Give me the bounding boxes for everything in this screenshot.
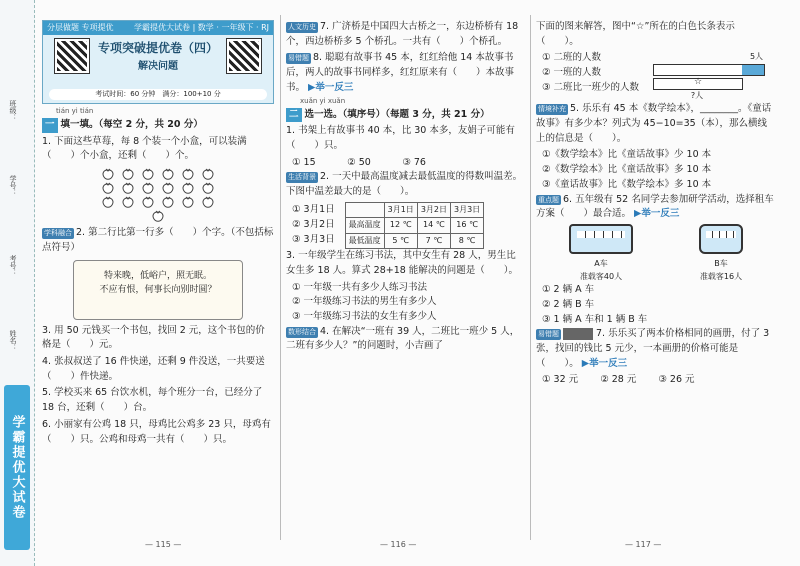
choice-5-options: [542, 148, 776, 192]
choice-3: 3. 一年级学生在练习书法，其中女生有 28 人，男生比女生多 18 人。算式 28+18 能解决的问题是（ ）。: [286, 250, 519, 276]
bus-b-capacity: 准载客16人: [699, 271, 743, 281]
question-3: 3. 用 50 元钱买一个书包，找回 2 元，这个书包的价格是（ ）元。: [42, 324, 265, 351]
strawberry-icon: [141, 168, 155, 180]
option: ①《数学绘本》比《童话故事》少 10 本: [542, 149, 712, 161]
question-2-text: 2. 第二行比第一行多（ ）个字。（不包括标点符号）: [42, 227, 274, 253]
option: ② 28 元: [600, 374, 637, 386]
choice-6-options: [542, 283, 776, 327]
table-header: 3月1日: [384, 202, 417, 217]
option: ③《童话故事》比《数学绘本》多 10 本: [542, 178, 712, 190]
choice-5: [536, 102, 776, 146]
page-number: — 115 —: [145, 540, 182, 549]
bus-a-capacity: 准载客40人: [579, 271, 623, 281]
choice-5-text: 5. 乐乐有 45 本《数学绘本》，________。《童话故事》有多少本？列式为 45−10=35（本），那么横线上的信息是（ ）。: [536, 103, 772, 144]
question-5: 5. 学校买来 65 台饮水机，每个班分一台，已经分了 18 台，还剩（ ）台。: [42, 387, 263, 414]
question-badge: 学科融合: [44, 229, 72, 238]
choice-3-options: [292, 281, 524, 325]
table-header: 3月2日: [417, 202, 450, 217]
strawberry-icon: [181, 196, 195, 208]
strawberry-icon: [101, 182, 115, 194]
choice-1-options: [292, 156, 524, 171]
name-label: 姓名：: [9, 330, 17, 351]
question-8: [286, 51, 524, 95]
choice-7: [536, 327, 776, 371]
option: ③ 二班比一班少的人数: [542, 81, 640, 93]
question-6: 6. 小丽家有公鸡 18 只，母鸡比公鸡多 23 只，母鸡有（ ）只。公鸡和母鸡一共有（ ）只。: [42, 418, 271, 445]
option: ① 15: [292, 156, 316, 168]
choice-4-options: [542, 51, 639, 95]
bar-row-1: [653, 64, 765, 76]
strawberry-icon: [141, 196, 155, 208]
bar-diagram: [653, 51, 765, 102]
strawberry-icon: [121, 182, 135, 194]
strawberry-icon: [161, 196, 175, 208]
table-cell: 16 ℃: [451, 218, 484, 233]
strawberry-icon: [141, 182, 155, 194]
strawberry-icon: [151, 210, 165, 222]
question-badge: 人文历史: [288, 23, 316, 31]
practice-link[interactable]: ▶举一反三: [634, 208, 680, 220]
bus-icon: [569, 224, 633, 254]
option: ② 3月2日: [292, 219, 335, 231]
strawberry-icon: [101, 168, 115, 180]
bus-b: [699, 224, 743, 283]
section-pinyin: xuǎn yi xuǎn: [300, 96, 346, 105]
section-title: [42, 118, 274, 133]
table-cell: 8 ℃: [451, 233, 484, 248]
table-cell: 14 ℃: [417, 218, 450, 233]
option: ③ 76: [402, 156, 426, 168]
table-header: 3月3日: [451, 202, 484, 217]
question-2: [42, 226, 274, 255]
row-label: 最高温度: [345, 218, 384, 233]
option: ① 二班的人数: [542, 52, 602, 64]
student-no-label: 学号：: [9, 175, 17, 196]
option: ③ 一年级练习书法的女生有多少人: [292, 310, 437, 322]
page-number: — 116 —: [380, 540, 417, 549]
temperature-table: [345, 202, 485, 249]
choice-7-text: 7. 乐乐买了两本价格相同的画册，付了 3 张，找回的钱比 5 元少，一本画册的价格可能是（ ）。: [536, 328, 770, 369]
option: ② 50: [347, 156, 371, 168]
practice-link[interactable]: ▶举一反三: [581, 357, 628, 369]
column-divider: [530, 15, 531, 540]
choice-2-options: [292, 203, 335, 247]
section-number: 二: [286, 108, 302, 123]
column-divider: [280, 15, 281, 540]
question-8-text: 8. 聪聪有故事书 45 本，红红给他 14 本故事书后，两人的故事书同样多，红红原来有（ ）本故事书。: [286, 52, 515, 93]
page-number: — 117 —: [625, 540, 662, 549]
choice-2-text: 2. 一天中最高温度减去最低温度的得数叫温差。下图中温差最大的是（ ）。: [286, 171, 523, 198]
strawberry-picture: [93, 167, 223, 223]
section-title-text: 填一填。（每空 2 分，共 20 分）: [60, 119, 203, 130]
paper-header: [42, 20, 274, 104]
bus-icon: [699, 224, 743, 254]
series-tag: 学霸提优大试卷: [4, 385, 30, 550]
class-label: 班级：: [9, 100, 17, 121]
poem-line-1: 特来晚，低峪户，照无眠。: [103, 270, 212, 281]
row-label: 最低温度: [345, 233, 384, 248]
poem-line-2: 不应有恨，何事长向别时圆？: [99, 284, 217, 295]
header-left: 分层做题 专项提优: [47, 23, 114, 32]
strawberry-icon: [201, 168, 215, 180]
strawberry-icon: [161, 168, 175, 180]
page-117: [536, 20, 776, 388]
header-band: [43, 21, 273, 35]
strawberry-icon: [201, 196, 215, 208]
option: ③ 26 元: [658, 374, 695, 386]
question-badge: 易错题: [288, 54, 309, 63]
binding-strip: [0, 0, 35, 566]
table-cell: 5 ℃: [384, 233, 417, 248]
paper-title: 专项突破提优卷（四）: [97, 41, 218, 55]
bus-pictures: [536, 224, 776, 283]
option: ② 一年级练习书法的男生有多少人: [292, 296, 437, 308]
question-badge: 数形结合: [288, 327, 316, 336]
strawberry-icon: [201, 182, 215, 194]
exam-info: 考试时间：60 分钟 满分：100+10 分: [49, 89, 267, 100]
choice-4-text: 4. 在解决“一班有 39 人，二班比一班少 5 人，二班有多少人？”的问题时，小吉画了: [286, 325, 520, 352]
qr-code-icon: [227, 39, 261, 73]
question-badge: 易错题: [538, 330, 559, 339]
header-right: 学霸提优大试卷 | 数学 · 一年级下 · RJ: [134, 23, 269, 32]
choice-2-body: [286, 202, 524, 249]
option: ③ 1 辆 A 车和 1 辆 B 车: [542, 313, 648, 325]
choice-4: [286, 325, 524, 354]
bar-row-2: [653, 78, 743, 90]
page-116: [286, 20, 524, 356]
bar-label-bottom: ?人: [690, 90, 704, 100]
poem-scroll: [73, 260, 243, 320]
banknote-icon: [563, 328, 593, 340]
choice-1: 1. 书架上有故事书 40 本，比 30 本多，友娟子可能有（ ）只。: [286, 125, 515, 152]
choice-6-text: 6. 五年级有 52 名同学去参加研学活动，选择租车方案（ ）最合适。: [536, 193, 774, 220]
question-7: [286, 20, 524, 49]
paper-subtitle: 解决问题: [138, 61, 178, 72]
option: ②《数学绘本》比《童话故事》多 10 本: [542, 164, 712, 176]
strawberry-icon: [101, 196, 115, 208]
section-number: 一: [42, 118, 58, 133]
option: ② 2 辆 B 车: [542, 298, 595, 310]
star-icon: ☆: [694, 76, 703, 87]
option: ① 3月1日: [292, 204, 335, 216]
choice-2: [286, 170, 524, 199]
practice-link[interactable]: ▶举一反三: [308, 81, 354, 93]
bus-a-label: A车: [594, 259, 608, 269]
choice-6: [536, 193, 776, 222]
strawberry-icon: [121, 196, 135, 208]
exam-no-label: 考号：: [9, 255, 17, 276]
question-1: 1. 下面这些草莓，每 8 个装一个小盒，可以装满（ ）个小盒，还剩（ ）个。: [42, 135, 247, 162]
section-title-text: 选一选。（填序号）（每题 3 分，共 21 分）: [304, 108, 490, 120]
question-7-text: 7. 广济桥是中国四大古桥之一，东边桥桥有 18 个，西边桥桥多 5 个桥孔。一共有（ ）个桥孔。: [286, 21, 519, 47]
section-pinyin: tián yi tián: [56, 107, 94, 115]
qr-code-icon: [55, 39, 89, 73]
option: ③ 3月3日: [292, 233, 335, 245]
section-title: [286, 108, 524, 123]
strawberry-icon: [181, 168, 195, 180]
bus-a: [569, 224, 633, 283]
table-cell: 7 ℃: [417, 233, 450, 248]
option: ② 一班的人数: [542, 67, 602, 79]
strawberry-icon: [181, 182, 195, 194]
strawberry-icon: [121, 168, 135, 180]
strawberry-icon: [161, 182, 175, 194]
choice-4-body: [536, 51, 776, 102]
bar-label-top: 5人: [749, 52, 764, 62]
question-badge: 重点题: [538, 195, 559, 204]
bus-b-label: B车: [714, 259, 728, 269]
table-cell: 12 ℃: [384, 218, 417, 233]
option: ① 2 辆 A 车: [542, 284, 595, 296]
question-badge: 生活背景: [288, 173, 316, 182]
question-badge: 情境补充: [538, 105, 566, 114]
page-115: [42, 20, 274, 449]
choice-4-cont: 下面的图来解答，图中“☆”所在的白色长条表示（ ）。: [536, 21, 735, 47]
choice-7-options: [542, 373, 776, 388]
option: ① 32 元: [542, 374, 579, 386]
question-4: 4. 张叔叔送了 16 件快递，还剩 9 件没送，一共要送（ ）件快递。: [42, 356, 265, 382]
option: ① 一年级一共有多少人练习书法: [292, 281, 428, 293]
